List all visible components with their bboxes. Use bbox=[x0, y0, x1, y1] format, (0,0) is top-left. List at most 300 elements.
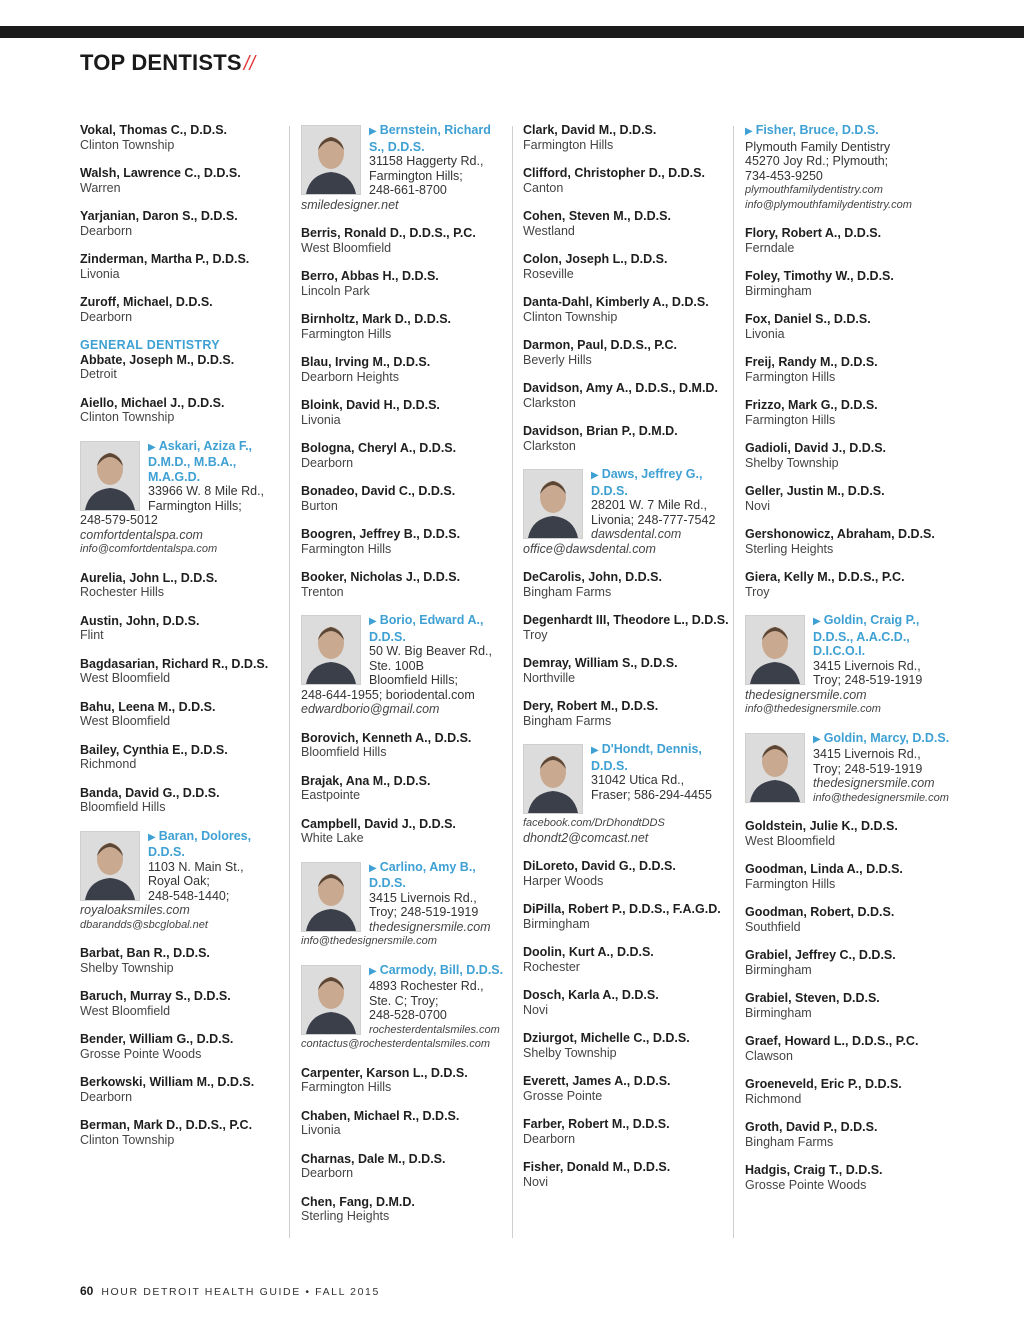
dentist-listing bbox=[523, 945, 731, 974]
dentist-location: Farmington Hills bbox=[745, 412, 836, 427]
dentist-listing bbox=[80, 571, 288, 600]
dentist-location: Warren bbox=[80, 180, 121, 195]
dentist-photo bbox=[80, 831, 140, 901]
web-contact: info@thedesignersmile.com bbox=[813, 791, 949, 804]
web-contact: rochesterdentalsmiles.com bbox=[369, 1023, 500, 1036]
dentist-location: West Bloomfield bbox=[301, 240, 392, 255]
dentist-listing bbox=[745, 312, 953, 341]
web-contact: dhondt2@comcast.net bbox=[523, 830, 649, 845]
dentist-location: Dearborn bbox=[80, 223, 133, 238]
dentist-location: Novi bbox=[745, 498, 771, 513]
dentist-listing bbox=[80, 396, 288, 425]
contact-line: 1103 N. Main St., bbox=[148, 859, 244, 874]
dentist-listing bbox=[745, 570, 953, 599]
featured-listing bbox=[301, 123, 509, 212]
dentist-listing bbox=[523, 1117, 731, 1146]
dentist-name: DeCarolis, John, D.D.S. bbox=[523, 570, 662, 584]
dentist-location: Farmington Hills bbox=[301, 326, 392, 341]
dentist-name: Boogren, Jeffrey B., D.D.S. bbox=[301, 527, 461, 541]
dentist-listing bbox=[745, 991, 953, 1020]
dentist-listing bbox=[301, 1109, 509, 1138]
dentist-listing bbox=[80, 252, 288, 281]
dentist-name-text: Carlino, Amy B., D.D.S. bbox=[369, 859, 476, 890]
dentist-location: Lincoln Park bbox=[301, 283, 370, 298]
section-heading: GENERAL DENTISTRY bbox=[80, 338, 220, 352]
dentist-name: Chaben, Michael R., D.D.S. bbox=[301, 1108, 460, 1123]
dentist-location: Bloomfield Hills bbox=[80, 800, 166, 814]
dentist-listing bbox=[745, 398, 953, 427]
dentist-listing bbox=[745, 441, 953, 470]
dentist-photo bbox=[523, 744, 583, 814]
dentist-name: Bologna, Cheryl A., D.D.S. bbox=[301, 441, 457, 455]
featured-listing bbox=[523, 742, 731, 845]
featured-listing bbox=[745, 731, 953, 806]
dentist-name: Banda, David G., D.D.S. bbox=[80, 785, 220, 800]
dentist-name: Berman, Mark D., D.D.S., P.C. bbox=[80, 1118, 253, 1132]
dentist-name: Foley, Timothy W., D.D.S. bbox=[745, 269, 894, 283]
dentist-name: Bailey, Cynthia E., D.D.S. bbox=[80, 742, 228, 757]
dentist-name: Danta-Dahl, Kimberly A., D.D.S. bbox=[523, 295, 709, 309]
contact-line: 248-548-1440; bbox=[148, 888, 230, 903]
dentist-listing bbox=[745, 527, 953, 556]
dentist-location: Harper Woods bbox=[523, 873, 604, 888]
contact-line: 734-453-9250 bbox=[745, 168, 823, 183]
featured-listing bbox=[301, 860, 509, 949]
dentist-listing bbox=[301, 398, 509, 427]
dentist-name: Dery, Robert M., D.D.S. bbox=[523, 699, 659, 713]
contact-line: Ste. C; Troy; bbox=[369, 993, 439, 1008]
arrow-marker-icon: ▶ bbox=[369, 862, 377, 874]
dentist-name: Davidson, Brian P., D.M.D. bbox=[523, 424, 678, 438]
dentist-location: Richmond bbox=[80, 757, 137, 771]
dentist-location: Clawson bbox=[745, 1048, 793, 1063]
web-contact: info@plymouthfamilydentistry.com bbox=[745, 198, 912, 211]
dentist-name: Chen, Fang, D.M.D. bbox=[301, 1194, 415, 1209]
dentist-location: Westland bbox=[523, 223, 575, 238]
contact-line: 248-644-1955; boriodental.com bbox=[301, 687, 475, 702]
dentist-listing bbox=[80, 614, 288, 643]
dentist-location: Dearborn Heights bbox=[301, 369, 399, 384]
dentist-name: Groth, David P., D.D.S. bbox=[745, 1120, 878, 1134]
arrow-marker-icon: ▶ bbox=[148, 831, 156, 843]
dentist-photo bbox=[301, 615, 361, 685]
dentist-location: Farmington Hills bbox=[523, 137, 614, 152]
web-contact: office@dawsdental.com bbox=[523, 541, 656, 556]
dentist-name-text: Borio, Edward A., D.D.S. bbox=[369, 613, 484, 644]
dentist-name: Graef, Howard L., D.D.S., P.C. bbox=[745, 1034, 919, 1048]
dentist-location: Trenton bbox=[301, 584, 344, 599]
dentist-location: Dearborn bbox=[301, 1166, 354, 1180]
dentist-name-text: Fisher, Bruce, D.D.S. bbox=[755, 123, 879, 137]
dentist-listing bbox=[523, 859, 731, 888]
dentist-name: Clark, David M., D.D.S. bbox=[523, 123, 657, 137]
dentist-location: Birmingham bbox=[745, 1005, 812, 1020]
dentist-listing bbox=[745, 862, 953, 891]
arrow-marker-icon: ▶ bbox=[813, 733, 821, 745]
dentist-location: Bingham Farms bbox=[523, 713, 612, 728]
page-footer bbox=[80, 1284, 380, 1298]
web-contact: info@thedesignersmile.com bbox=[745, 703, 881, 715]
publication-name: HOUR DETROIT HEALTH GUIDE • FALL 2015 bbox=[101, 1286, 380, 1298]
dentist-name: Carpenter, Karson L., D.D.S. bbox=[301, 1065, 468, 1080]
dentist-name: Grabiel, Jeffrey C., D.D.S. bbox=[745, 948, 896, 962]
dentist-name: Geller, Justin M., D.D.S. bbox=[745, 484, 885, 498]
dentist-location: Clarkston bbox=[523, 438, 576, 453]
contact-line: 3415 Livernois Rd., bbox=[813, 658, 921, 673]
dentist-location: Dearborn bbox=[523, 1131, 576, 1146]
dentist-location: Farmington Hills bbox=[745, 876, 836, 891]
dentist-name: Goldstein, Julie K., D.D.S. bbox=[745, 819, 898, 833]
listing-column-1 bbox=[80, 123, 288, 1161]
dentist-location: Bingham Farms bbox=[745, 1134, 834, 1149]
listing-column-2 bbox=[301, 123, 509, 1238]
dentist-name-text: Askari, Aziza F., D.M.D., M.B.A., M.A.G.D. bbox=[148, 438, 253, 484]
web-contact: info@thedesignersmile.com bbox=[301, 935, 437, 947]
dentist-listing bbox=[523, 209, 731, 238]
dentist-name: Flory, Robert A., D.D.S. bbox=[745, 226, 882, 240]
dentist-listing bbox=[301, 355, 509, 384]
dentist-listing bbox=[301, 774, 509, 803]
dentist-name: Barbat, Ban R., D.D.S. bbox=[80, 946, 210, 960]
dentist-listing bbox=[80, 786, 288, 815]
contact-line: 4893 Rochester Rd., bbox=[369, 979, 484, 993]
dentist-name: Bloink, David H., D.D.S. bbox=[301, 398, 440, 412]
contact-line: Farmington Hills; bbox=[148, 498, 242, 513]
contact-line: 50 W. Big Beaver Rd., bbox=[369, 644, 492, 658]
column-divider bbox=[512, 126, 513, 1238]
featured-dentist-name bbox=[745, 123, 953, 140]
featured-listing bbox=[80, 829, 288, 933]
page-number: 60 bbox=[80, 1284, 94, 1298]
dentist-location: Livonia bbox=[301, 412, 341, 427]
arrow-marker-icon: ▶ bbox=[148, 441, 156, 453]
dentist-listing bbox=[523, 166, 731, 195]
dentist-location: Sterling Heights bbox=[745, 541, 834, 556]
dentist-name: Davidson, Amy A., D.D.S., D.M.D. bbox=[523, 381, 718, 395]
contact-line: 33966 W. 8 Mile Rd., bbox=[148, 484, 265, 498]
web-contact: smiledesigner.net bbox=[301, 197, 399, 212]
dentist-location: Shelby Township bbox=[745, 455, 839, 470]
web-contact: comfortdentalspa.com bbox=[80, 527, 203, 542]
contact-line: 248-661-8700 bbox=[369, 183, 447, 197]
dentist-photo bbox=[745, 733, 805, 803]
dentist-listing bbox=[80, 166, 288, 195]
dentist-listing bbox=[523, 295, 731, 324]
dentist-listing bbox=[745, 355, 953, 384]
title-slash-mark: // bbox=[243, 53, 256, 75]
dentist-location: Ferndale bbox=[745, 240, 795, 255]
dentist-listing bbox=[523, 424, 731, 453]
arrow-marker-icon: ▶ bbox=[745, 126, 753, 137]
web-contact: dbarandds@sbcglobal.net bbox=[80, 918, 208, 931]
dentist-name: Demray, William S., D.D.S. bbox=[523, 656, 678, 670]
dentist-location: Clinton Township bbox=[80, 137, 175, 152]
dentist-listing bbox=[523, 1074, 731, 1103]
dentist-name-text: Bernstein, Richard S., D.D.S. bbox=[369, 123, 491, 154]
dentist-name-text: Carmody, Bill, D.D.S. bbox=[379, 962, 504, 977]
dentist-location: Birmingham bbox=[745, 283, 812, 298]
web-contact: facebook.com/DrDhondtDDS bbox=[523, 817, 665, 829]
dentist-name: Bahu, Leena M., D.D.S. bbox=[80, 699, 216, 714]
dentist-name: Giera, Kelly M., D.D.S., P.C. bbox=[745, 570, 905, 584]
featured-listing bbox=[745, 123, 953, 212]
dentist-name: Zinderman, Martha P., D.D.S. bbox=[80, 252, 250, 266]
dentist-listing bbox=[80, 1118, 288, 1147]
dentist-listing bbox=[80, 946, 288, 975]
dentist-listing bbox=[745, 226, 953, 255]
dentist-location: Burton bbox=[301, 498, 338, 513]
dentist-location: West Bloomfield bbox=[80, 714, 171, 728]
dentist-listing bbox=[301, 570, 509, 599]
dentist-name: Bonadeo, David C., D.D.S. bbox=[301, 484, 456, 498]
dentist-listing bbox=[523, 656, 731, 685]
dentist-listing bbox=[523, 613, 731, 642]
contact-line: 45270 Joy Rd.; Plymouth; bbox=[745, 154, 889, 168]
dentist-location: Farmington Hills bbox=[301, 1080, 392, 1094]
dentist-name: Goodman, Robert, D.D.S. bbox=[745, 905, 895, 919]
dentist-listing bbox=[523, 902, 731, 931]
dentist-name: Frizzo, Mark G., D.D.S. bbox=[745, 398, 878, 412]
featured-listing bbox=[301, 613, 509, 717]
dentist-name: Bagdasarian, Richard R., D.D.S. bbox=[80, 656, 269, 671]
dentist-name: Zuroff, Michael, D.D.S. bbox=[80, 295, 213, 309]
page-title: TOP DENTISTS // bbox=[80, 50, 256, 75]
dentist-listing bbox=[80, 123, 288, 152]
listing-column-4 bbox=[745, 123, 953, 1206]
dentist-name: Bender, William G., D.D.S. bbox=[80, 1032, 234, 1046]
contact-line: Farmington Hills; bbox=[369, 168, 463, 183]
column-divider bbox=[733, 126, 734, 1238]
dentist-listing bbox=[301, 1195, 509, 1224]
contact-line: 28201 W. 7 Mile Rd., bbox=[591, 498, 708, 512]
dentist-location: Clinton Township bbox=[80, 1132, 175, 1147]
arrow-marker-icon: ▶ bbox=[813, 616, 821, 627]
dentist-listing bbox=[745, 1120, 953, 1149]
dentist-listing bbox=[523, 1160, 731, 1189]
dentist-listing bbox=[301, 1066, 509, 1095]
dentist-name: Baruch, Murray S., D.D.S. bbox=[80, 989, 231, 1003]
dentist-name: Booker, Nicholas J., D.D.S. bbox=[301, 570, 461, 584]
contact-line: Royal Oak; bbox=[148, 874, 210, 888]
dentist-location: Shelby Township bbox=[523, 1045, 617, 1060]
web-contact: edwardborio@gmail.com bbox=[301, 702, 440, 716]
dentist-location: Beverly Hills bbox=[523, 352, 592, 367]
dentist-listing bbox=[745, 1163, 953, 1192]
dentist-name: Walsh, Lawrence C., D.D.S. bbox=[80, 166, 241, 180]
dentist-name: Birnholtz, Mark D., D.D.S. bbox=[301, 312, 452, 326]
dentist-name: Campbell, David J., D.D.S. bbox=[301, 816, 456, 831]
web-contact: plymouthfamilydentistry.com bbox=[745, 184, 883, 196]
dentist-name-text: Daws, Jeffrey G., D.D.S. bbox=[591, 467, 703, 498]
dentist-location: Dearborn bbox=[80, 309, 133, 324]
arrow-marker-icon: ▶ bbox=[591, 745, 599, 756]
dentist-listing bbox=[80, 743, 288, 772]
dentist-listing bbox=[301, 817, 509, 846]
dentist-name: Austin, John, D.D.S. bbox=[80, 613, 200, 628]
dentist-name: Berro, Abbas H., D.D.S. bbox=[301, 269, 439, 283]
contact-line: Fraser; 586-294-4455 bbox=[591, 787, 712, 802]
dentist-name-text: Goldin, Craig P., D.D.S., A.A.C.D., D.I.C.O.I. bbox=[813, 613, 920, 658]
dentist-listing bbox=[80, 295, 288, 324]
web-contact: thedesignersmile.com bbox=[745, 687, 867, 702]
dentist-name: Borovich, Kenneth A., D.D.S. bbox=[301, 730, 472, 745]
dentist-listing bbox=[80, 338, 288, 382]
dentist-listing bbox=[301, 312, 509, 341]
dentist-location: Canton bbox=[523, 180, 564, 195]
contact-line: 248-528-0700 bbox=[369, 1008, 447, 1022]
dentist-name: Dosch, Karla A., D.D.S. bbox=[523, 988, 659, 1002]
dentist-location: Livonia bbox=[745, 326, 785, 341]
dentist-listing bbox=[80, 989, 288, 1018]
dentist-location: West Bloomfield bbox=[80, 1003, 171, 1018]
dentist-photo bbox=[301, 862, 361, 932]
web-contact: thedesignersmile.com bbox=[813, 776, 935, 790]
dentist-name: Doolin, Kurt A., D.D.S. bbox=[523, 945, 654, 959]
dentist-photo bbox=[301, 965, 361, 1035]
dentist-name: DiPilla, Robert P., D.D.S., F.A.G.D. bbox=[523, 902, 721, 916]
contact-line: 31042 Utica Rd., bbox=[591, 773, 685, 787]
dentist-listing bbox=[745, 484, 953, 513]
dentist-location: Bingham Farms bbox=[523, 584, 612, 599]
dentist-location: Troy bbox=[523, 627, 548, 642]
dentist-name-text: Goldin, Marcy, D.D.S. bbox=[823, 730, 950, 745]
dentist-location: Farmington Hills bbox=[745, 369, 836, 384]
contact-line: Livonia; 248-777-7542 bbox=[591, 512, 716, 527]
dentist-location: White Lake bbox=[301, 831, 364, 845]
dentist-location: Clarkston bbox=[523, 395, 576, 410]
dentist-name: Yarjanian, Daron S., D.D.S. bbox=[80, 209, 238, 223]
dentist-location: West Bloomfield bbox=[745, 833, 836, 848]
dentist-location: Eastpointe bbox=[301, 788, 361, 802]
dentist-listing bbox=[301, 269, 509, 298]
dentist-location: Novi bbox=[523, 1174, 549, 1189]
dentist-listing bbox=[745, 1077, 953, 1106]
dentist-location: Northville bbox=[523, 670, 576, 685]
dentist-listing bbox=[301, 484, 509, 513]
dentist-listing bbox=[523, 570, 731, 599]
web-contact: dawsdental.com bbox=[591, 527, 682, 541]
dentist-listing bbox=[523, 123, 731, 152]
dentist-listing bbox=[523, 1031, 731, 1060]
dentist-name: Aiello, Michael J., D.D.S. bbox=[80, 395, 225, 410]
dentist-name: Berkowski, William M., D.D.S. bbox=[80, 1075, 255, 1089]
dentist-location: Southfield bbox=[745, 919, 801, 934]
arrow-marker-icon: ▶ bbox=[369, 965, 377, 977]
dentist-location: Livonia bbox=[301, 1123, 341, 1137]
dentist-location: Dearborn bbox=[80, 1089, 133, 1104]
contact-line: 31158 Haggerty Rd., bbox=[369, 154, 484, 168]
dentist-name: Cohen, Steven M., D.D.S. bbox=[523, 209, 671, 223]
dentist-listing bbox=[523, 381, 731, 410]
dentist-listing bbox=[301, 226, 509, 255]
dentist-name: Abbate, Joseph M., D.D.S. bbox=[80, 352, 235, 367]
contact-line: 3415 Livernois Rd., bbox=[369, 890, 477, 905]
dentist-listing bbox=[80, 657, 288, 686]
top-bar bbox=[0, 26, 1024, 38]
dentist-name: Hadgis, Craig T., D.D.S. bbox=[745, 1163, 883, 1177]
arrow-marker-icon: ▶ bbox=[369, 126, 377, 137]
dentist-listing bbox=[80, 209, 288, 238]
dentist-name: Berris, Ronald D., D.D.S., P.C. bbox=[301, 226, 476, 240]
dentist-listing bbox=[745, 269, 953, 298]
featured-listing bbox=[301, 963, 509, 1052]
dentist-name: Gershonowicz, Abraham, D.D.S. bbox=[745, 527, 935, 541]
dentist-name: Blau, Irving M., D.D.S. bbox=[301, 355, 431, 369]
dentist-location: Birmingham bbox=[523, 916, 590, 931]
contact-line: Troy; 248-519-1919 bbox=[369, 905, 479, 919]
dentist-location: Bloomfield Hills bbox=[301, 745, 387, 759]
featured-listing bbox=[80, 439, 288, 557]
dentist-location: Roseville bbox=[523, 266, 574, 281]
dentist-name: Groeneveld, Eric P., D.D.S. bbox=[745, 1077, 902, 1091]
dentist-photo bbox=[301, 125, 361, 195]
dentist-name: Brajak, Ana M., D.D.S. bbox=[301, 773, 431, 788]
dentist-name: Grabiel, Steven, D.D.S. bbox=[745, 991, 880, 1005]
dentist-listing bbox=[745, 819, 953, 848]
dentist-name: Gadioli, David J., D.D.S. bbox=[745, 441, 887, 455]
dentist-location: Flint bbox=[80, 628, 104, 642]
dentist-location: Birmingham bbox=[745, 962, 812, 977]
dentist-name: Fox, Daniel S., D.D.S. bbox=[745, 312, 871, 326]
dentist-name-text: D'Hondt, Dennis, D.D.S. bbox=[591, 742, 702, 773]
dentist-listing bbox=[80, 1032, 288, 1061]
dentist-listing bbox=[523, 988, 731, 1017]
web-contact: royaloaksmiles.com bbox=[80, 903, 190, 917]
dentist-photo bbox=[523, 469, 583, 539]
dentist-listing bbox=[301, 1152, 509, 1181]
dentist-listing bbox=[523, 699, 731, 728]
dentist-listing bbox=[745, 1034, 953, 1063]
dentist-location: Clinton Township bbox=[80, 410, 175, 424]
dentist-photo bbox=[80, 441, 140, 511]
dentist-listing bbox=[80, 700, 288, 729]
dentist-name: Freij, Randy M., D.D.S. bbox=[745, 355, 878, 369]
dentist-location: Grosse Pointe Woods bbox=[80, 1046, 202, 1061]
dentist-location: Grosse Pointe bbox=[523, 1088, 603, 1103]
dentist-name: Fisher, Donald M., D.D.S. bbox=[523, 1160, 671, 1174]
web-contact: contactus@rochesterdentalsmiles.com bbox=[301, 1038, 491, 1050]
dentist-name: Aurelia, John L., D.D.S. bbox=[80, 570, 218, 585]
dentist-name: Farber, Robert M., D.D.S. bbox=[523, 1117, 670, 1131]
dentist-name: Vokal, Thomas C., D.D.S. bbox=[80, 123, 228, 137]
dentist-listing bbox=[523, 338, 731, 367]
dentist-location: Farmington Hills bbox=[301, 541, 392, 556]
contact-line: Troy; 248-519-1919 bbox=[813, 673, 923, 687]
dentist-listing bbox=[745, 905, 953, 934]
dentist-location: Sterling Heights bbox=[301, 1209, 390, 1223]
dentist-location: Troy bbox=[745, 584, 770, 599]
dentist-location: Dearborn bbox=[301, 455, 354, 470]
contact-line: 3415 Livernois Rd., bbox=[813, 747, 921, 761]
contact-line: Troy; 248-519-1919 bbox=[813, 761, 923, 776]
contact-line: 248-579-5012 bbox=[80, 513, 158, 527]
dentist-location: Livonia bbox=[80, 266, 120, 281]
dentist-location: West Bloomfield bbox=[80, 671, 171, 685]
dentist-listing bbox=[301, 527, 509, 556]
dentist-name: Clifford, Christopher D., D.D.S. bbox=[523, 166, 705, 180]
contact-line: Ste. 100B bbox=[369, 658, 424, 673]
dentist-photo bbox=[745, 615, 805, 685]
dentist-name: Darmon, Paul, D.D.S., P.C. bbox=[523, 338, 677, 352]
dentist-listing bbox=[745, 948, 953, 977]
web-contact: thedesignersmile.com bbox=[369, 919, 491, 934]
dentist-name: Dziurgot, Michelle C., D.D.S. bbox=[523, 1031, 690, 1045]
dentist-name: Goodman, Linda A., D.D.S. bbox=[745, 862, 903, 876]
dentist-location: Rochester bbox=[523, 959, 580, 974]
featured-listing bbox=[745, 613, 953, 717]
featured-listing bbox=[523, 467, 731, 556]
arrow-marker-icon: ▶ bbox=[369, 616, 377, 627]
